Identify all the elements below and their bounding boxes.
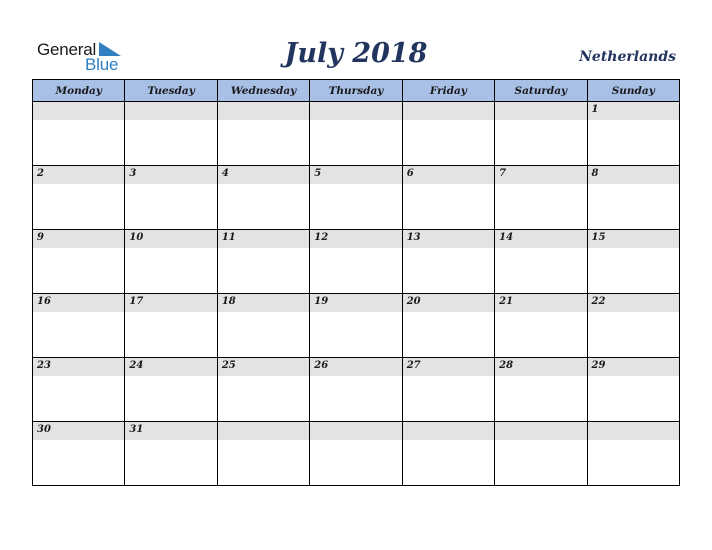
day-number: 19 [314, 296, 329, 307]
day-number: 3 [129, 168, 137, 179]
calendar-grid [32, 79, 680, 486]
day-cell [310, 358, 402, 422]
day-header-bar [125, 166, 216, 184]
day-header-bar [588, 230, 679, 248]
day-number: 30 [37, 424, 51, 435]
day-cell [217, 358, 309, 422]
day-cell [495, 422, 587, 486]
day-number: 2 [37, 168, 44, 179]
day-number: 27 [406, 360, 421, 371]
day-cell [402, 230, 494, 294]
day-header-bar [218, 166, 309, 184]
day-header-bar [310, 166, 401, 184]
day-header-bar [310, 358, 401, 376]
day-header-bar [33, 422, 124, 440]
day-header-bar [495, 230, 586, 248]
day-header-bar [33, 358, 124, 376]
calendar-title: July 2018 [284, 38, 428, 69]
day-number: 7 [499, 168, 507, 179]
day-cell [495, 230, 587, 294]
day-number: 5 [314, 168, 322, 179]
day-number: 25 [221, 360, 236, 371]
day-header-bar [218, 230, 309, 248]
day-cell [310, 102, 402, 166]
day-header-bar [33, 102, 124, 120]
day-cell [310, 294, 402, 358]
day-header-bar [33, 294, 124, 312]
day-header-bar [125, 230, 216, 248]
day-number: 12 [314, 232, 329, 243]
day-header-bar [588, 422, 679, 440]
weekday-header: Thursday [310, 80, 402, 102]
day-cell [125, 102, 217, 166]
weekday-header: Tuesday [125, 80, 217, 102]
weekday-header-row [33, 80, 680, 102]
week-row [33, 102, 680, 166]
day-number: 28 [499, 360, 514, 371]
day-cell [402, 102, 494, 166]
day-number: 24 [129, 360, 144, 371]
day-header-bar [403, 230, 494, 248]
logo-text-blue: Blue [85, 55, 119, 74]
day-cell [33, 294, 125, 358]
day-number: 1 [591, 104, 599, 115]
day-cell [33, 166, 125, 230]
weekday-header: Monday [33, 80, 125, 102]
day-number: 22 [591, 296, 606, 307]
day-cell [217, 166, 309, 230]
day-header-bar [403, 166, 494, 184]
day-header-bar [218, 102, 309, 120]
day-number: 4 [221, 168, 229, 179]
day-header-bar [495, 422, 586, 440]
day-cell [587, 166, 679, 230]
day-header-bar [495, 294, 586, 312]
day-header-bar [588, 294, 679, 312]
day-header-bar [218, 358, 309, 376]
day-header-bar [495, 166, 586, 184]
day-header-bar [310, 230, 401, 248]
day-number: 13 [406, 232, 421, 243]
day-number: 10 [129, 232, 144, 243]
weekday-header: Sunday [587, 80, 679, 102]
day-cell [495, 358, 587, 422]
week-row [33, 422, 680, 486]
day-number: 16 [37, 296, 51, 307]
logo-text-general: General [37, 40, 97, 59]
day-cell [402, 358, 494, 422]
day-cell [217, 294, 309, 358]
day-cell [125, 358, 217, 422]
day-header-bar [403, 102, 494, 120]
day-cell [587, 358, 679, 422]
day-cell [125, 422, 217, 486]
day-number: 9 [37, 232, 44, 243]
day-header-bar [218, 294, 309, 312]
week-row [33, 230, 680, 294]
day-cell [495, 166, 587, 230]
day-header-bar [310, 102, 401, 120]
day-cell [587, 230, 679, 294]
day-cell [402, 166, 494, 230]
day-cell [495, 102, 587, 166]
day-number: 21 [499, 296, 514, 307]
day-header-bar [495, 358, 586, 376]
day-number: 8 [591, 168, 599, 179]
day-header-bar [33, 230, 124, 248]
day-header-bar [403, 422, 494, 440]
weekday-header: Friday [402, 80, 494, 102]
day-header-bar [588, 102, 679, 120]
day-cell [310, 166, 402, 230]
day-cell [310, 230, 402, 294]
day-number: 23 [37, 360, 51, 371]
week-row [33, 358, 680, 422]
day-cell [125, 166, 217, 230]
day-cell [33, 422, 125, 486]
day-cell [402, 422, 494, 486]
day-cell [310, 422, 402, 486]
day-cell [587, 102, 679, 166]
day-header-bar [125, 358, 216, 376]
day-cell [125, 230, 217, 294]
week-row [33, 166, 680, 230]
day-number: 20 [406, 296, 421, 307]
day-header-bar [403, 294, 494, 312]
day-number: 18 [221, 296, 236, 307]
day-number: 6 [406, 168, 414, 179]
day-header-bar [310, 294, 401, 312]
day-header-bar [310, 422, 401, 440]
day-header-bar [588, 166, 679, 184]
day-number: 14 [499, 232, 514, 243]
day-header-bar [125, 422, 216, 440]
day-header-bar [33, 166, 124, 184]
weekday-header: Wednesday [217, 80, 309, 102]
day-cell [495, 294, 587, 358]
day-header-bar [125, 102, 216, 120]
week-row [33, 294, 680, 358]
day-number: 11 [221, 232, 236, 243]
weekday-header: Saturday [495, 80, 587, 102]
day-header-bar [403, 358, 494, 376]
day-cell [587, 294, 679, 358]
day-cell [217, 422, 309, 486]
day-cell [217, 230, 309, 294]
day-cell [402, 294, 494, 358]
day-number: 26 [314, 360, 329, 371]
day-cell [217, 102, 309, 166]
day-cell [33, 358, 125, 422]
day-number: 15 [591, 232, 606, 243]
day-header-bar [125, 294, 216, 312]
day-header-bar [588, 358, 679, 376]
day-cell [33, 230, 125, 294]
day-header-bar [218, 422, 309, 440]
day-number: 31 [129, 424, 144, 435]
country-label: Netherlands [579, 49, 676, 65]
day-cell [125, 294, 217, 358]
day-cell [587, 422, 679, 486]
day-header-bar [495, 102, 586, 120]
day-cell [33, 102, 125, 166]
day-number: 29 [591, 360, 606, 371]
day-number: 17 [129, 296, 144, 307]
